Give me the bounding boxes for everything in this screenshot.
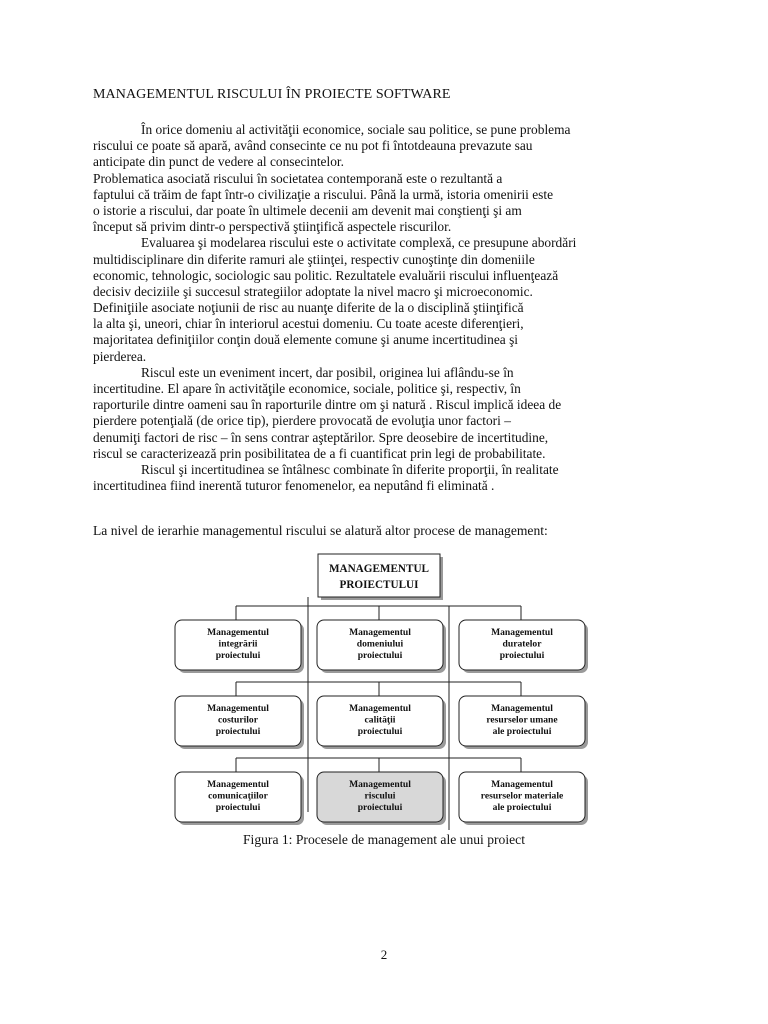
process-box-label: Managementul [349,627,411,638]
process-box-label: comunicaţiilor [208,790,268,802]
text-line: majoritatea definiţiilor conţin două elemente comune şi anume incertitudinea şi [93,332,519,348]
text-line: la alta şi, uneori, chiar în interiorul acestui domeniu. Cu toate aceste diferenţieri, [93,316,524,332]
text-line: început să privim dintr-o perspectivă ştiinţifică aspectele riscurilor. [93,219,452,235]
process-box-label: Managementul [349,779,411,790]
text-line: Riscul şi incertitudinea se întâlnesc combinate în diferite proporţii, în realitate [141,461,559,477]
page-number: 2 [380,947,388,962]
process-box-label: proiectului [215,650,261,661]
org-chart-diagram [166,548,598,835]
process-box-label: Managementul [491,703,553,714]
text-line: Problematica asociată riscului în societatea contemporană este o rezultantă a [93,170,503,186]
process-box-label: proiectului [357,650,403,661]
process-box-label: proiectului [215,726,261,737]
text-line: anticipate din punct de vedere al consecintelor. [93,154,344,170]
text-line: Definiţiile asociate noţiunii de risc au nuanţe diferite de la o disciplină ştiinţifică [93,300,524,316]
text-line: multidisciplinare din diferite ramuri ale ştiinţei, respectiv cunoştinţe din domeniile [93,251,535,267]
process-box-label: proiectului [357,726,403,737]
text-line: decisiv deciziile şi succesul strategiilor adoptate la nivel macro şi microeconomic. [93,283,533,299]
process-box-label: ale proiectului [492,726,552,737]
figure-caption: Figura 1: Procesele de management ale unui proiect [243,832,525,847]
process-box-label: ale proiectului [492,802,552,813]
process-box-label: costurilor [218,714,258,726]
process-box-label: proiectului [215,802,261,813]
process-box-label: Managementul [491,627,553,638]
text-line: pierderea. [93,348,147,364]
process-box-label: Managementul [207,779,269,790]
text-line: Riscul este un eveniment incert, dar posibil, originea lui aflându-se în [141,364,514,380]
process-box-label: Managementul [207,703,269,714]
process-box-label: resurselor umane [486,714,558,726]
root-box-label: MANAGEMENTUL [328,563,430,575]
text-line: incertitudinea fiind inerentă tuturor fenomenelor, ea neputând fi eliminată . [93,478,495,494]
text-line: incertitudine. El apare în activităţile economice, sociale, politice şi, respectiv, în [93,381,521,396]
text-line: riscului ce poate să apară, având consecinte ce nu pot fi întotdeauna prevazute sau [93,138,533,154]
process-box-label: Managementul [207,627,269,638]
text-line: raporturile dintre oameni sau în raporturile dintre om şi natură . Riscul implică ideea de [93,397,562,413]
document-title: MANAGEMENTUL RISCULUI ÎN PROIECTE SOFTWARE [93,87,451,102]
text-line: riscul se caracterizează prin posibilitatea de a fi cuantificat prin legi de probabilitate. [93,445,546,461]
diagram-intro-text: La nivel de ierarhie managementul riscului se alatură altor procese de management: [93,523,548,538]
text-line: o istorie a riscului, dar poate în ultimele decenii am devenit mai conştienţi şi am [93,202,522,218]
process-box-label: proiectului [357,802,403,813]
text-line: pierdere potenţială (de orice tip), pierdere provocată de evoluţia unor factori – [93,413,511,429]
text-line: În orice domeniu al activităţii economice, sociale sau politice, se pune problema [141,122,571,137]
root-box-label: PROIECTULUI [339,579,419,591]
process-box-label: integrării [218,638,258,650]
process-box-label: calităţii [364,714,396,726]
process-box-label: Managementul [349,703,411,714]
process-box-label: duratelor [502,638,542,650]
process-box-label: proiectului [499,650,545,661]
text-line: Evaluarea şi modelarea riscului este o activitate complexă, ce presupune abordări [141,235,577,251]
body-text [93,122,649,494]
process-box-label: riscului [364,790,396,802]
text-line: denumiţi factori de risc – în sens contrar aşteptărilor. Spre deosebire de incertitudine, [93,429,549,445]
process-box-label: Managementul [491,779,553,790]
text-line: faptului că trăim de fapt într-o civilizaţie a riscului. Până la urmă, istoria omenirii este [93,186,554,202]
process-box-label: resurselor materiale [480,790,564,802]
process-box-label: domeniului [356,638,404,650]
text-line: economic, tehnologic, sociologic sau politic. Rezultatele evaluării riscului influenţează [93,267,559,283]
